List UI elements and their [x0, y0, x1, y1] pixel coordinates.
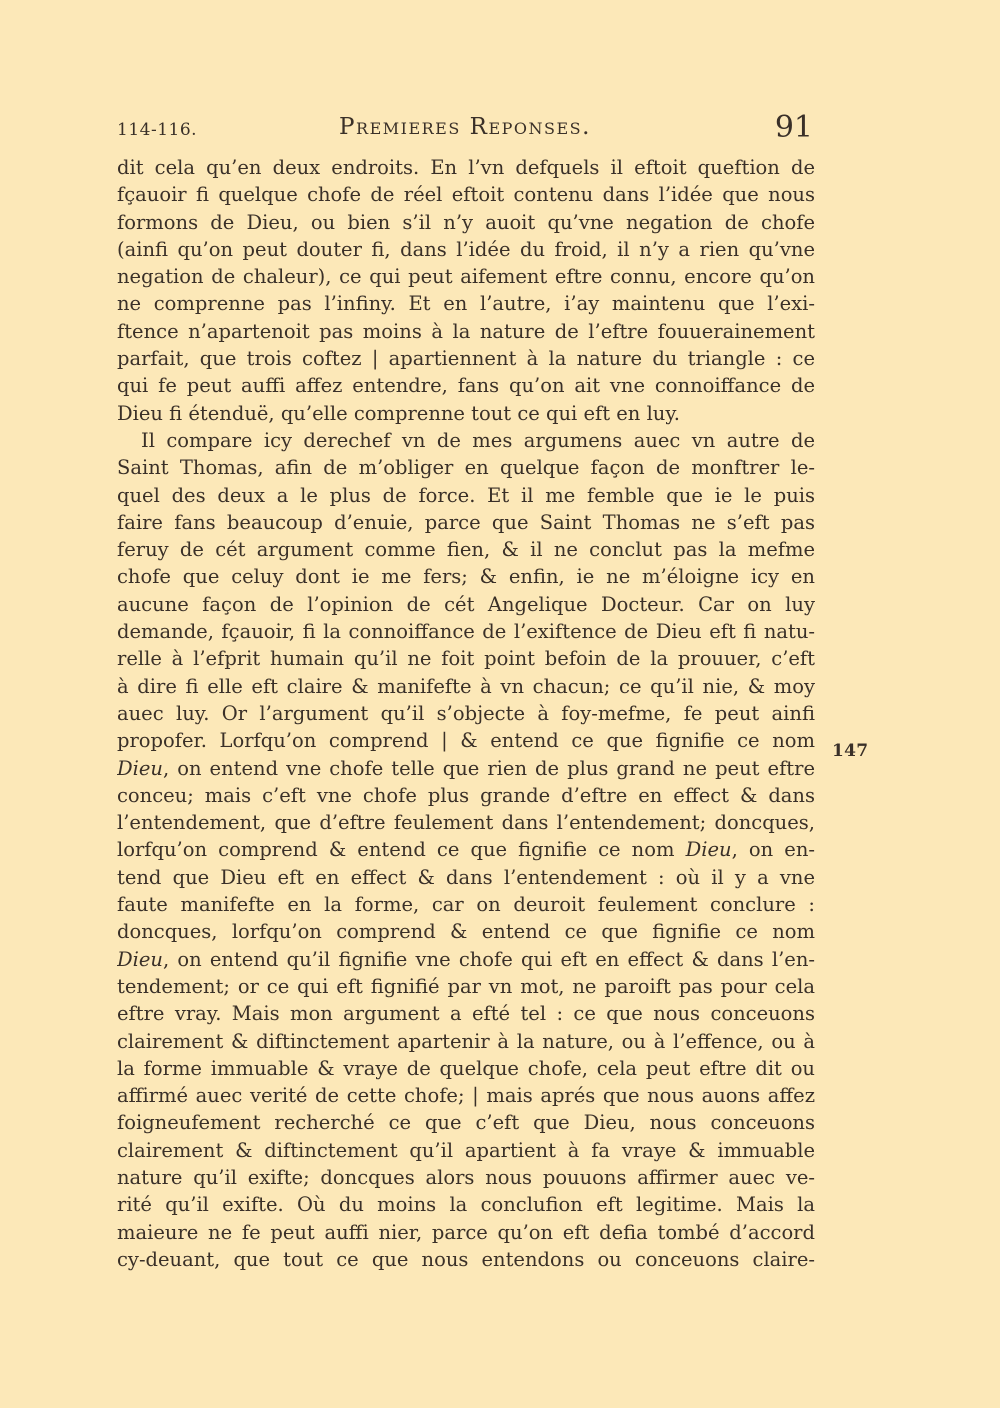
text-line: formons de Dieu, ou bien s’il n’y auoit qu’vne negation de chofe [117, 210, 815, 234]
text-line: Dieu, on entend vne chofe telle que rien de plus grand ne peut eftre [117, 756, 815, 780]
italic-word: Dieu [117, 947, 163, 971]
text-line: demande, fçauoir, fi la connoiffance de l’exiftence de Dieu eft fi natu- [117, 620, 815, 644]
text-line: tendement; or ce qui eft fignifié par vn mot, ne paroift pas pour cela [117, 974, 815, 998]
text-line: ne comprenne pas l’infiny. Et en l’autre, i’ay maintenu que l’exi- [117, 292, 815, 316]
text-line: faire fans beaucoup d’enuie, parce que Saint Thomas ne s’eft pas [117, 510, 815, 534]
text-line: chofe que celuy dont ie me fers; & enfin, ie ne m’éloigne icy en [117, 565, 815, 589]
text-line: eftre vray. Mais mon argument a efté tel : ce que nous conceuons [117, 1002, 815, 1026]
text-line: clairement & diftinctement qu’il apartient à fa vraye & immuable [117, 1138, 815, 1162]
text-line: aucune façon de l’opinion de cét Angelique Docteur. Car on luy [117, 592, 815, 616]
text-line: fçauoir fi quelque chofe de réel eftoit contenu dans l’idée que nous [117, 183, 815, 207]
text-line: relle à l’efprit humain qu’il ne foit point befoin de la prouuer, c’eft [117, 647, 815, 671]
text-line: (ainfi qu’on peut douter fi, dans l’idée du froid, il n’y a rien qu’vne [117, 237, 815, 261]
text-line: quel des deux a le plus de force. Et il me femble que ie le puis [117, 483, 815, 507]
section-reference: 114-116. [117, 120, 198, 140]
text-line: clairement & diftinctement apartenir à la nature, ou à l’effence, ou à [117, 1029, 815, 1053]
italic-word: Dieu [117, 756, 163, 780]
text-line: ftence n’apartenoit pas moins à la nature de l’eftre fouuerainement [117, 319, 815, 343]
text-line: tend que Dieu eft en effect & dans l’entendement : où il y a vne [117, 865, 815, 889]
italic-word: Dieu [685, 838, 732, 862]
text-line: conceu; mais c’eft vne chofe plus grande d’eftre en effect & dans [117, 783, 815, 807]
text-line: l’entendement, que d’eftre feulement dans l’entendement; doncques, [117, 811, 815, 835]
text-line: propofer. Lorfqu’on comprend | & entend ce que fignifie ce nom [117, 729, 815, 753]
text-line: cy-deuant, que tout ce que nous entendons ou conceuons claire- [117, 1247, 815, 1271]
text-line: negation de chaleur), ce qui peut aifement eftre connu, encore qu’on [117, 265, 815, 289]
text-line: à dire fi elle eft claire & manifefte à vn chacun; ce qu’il nie, & moy [117, 674, 815, 698]
running-title: Premieres Reponses. [339, 114, 591, 140]
text-line: maieure ne fe peut auffi nier, parce qu’on eft defia tombé d’accord [117, 1220, 815, 1244]
text-line: feruy de cét argument comme fien, & il ne conclut pas la mefme [117, 538, 815, 562]
text-line: doncques, lorfqu’on comprend & entend ce que fignifie ce nom [117, 920, 815, 944]
text-line: Saint Thomas, afin de m’obliger en quelque façon de monftrer le- [117, 456, 815, 480]
text-line: lorfqu’on comprend & entend ce que fignifie ce nom Dieu, on en- [117, 838, 815, 862]
margin-page-reference: 147 [832, 741, 869, 761]
text-line: foigneufement recherché ce que c’eft que Dieu, nous conceuons [117, 1111, 815, 1135]
page-number: 91 [774, 110, 813, 145]
body-text [117, 154, 815, 1273]
text-line: Dieu, on entend qu’il fignifie vne chofe qui eft en effect & dans l’en- [117, 947, 815, 971]
text-line: la forme immuable & vraye de quelque chofe, cela peut eftre dit ou [117, 1056, 815, 1080]
text-line: faute manifefte en la forme, car on deuroit feulement conclure : [117, 893, 815, 917]
text-line: Il compare icy derechef vn de mes argumens auec vn autre de [141, 428, 815, 452]
text-line: auec luy. Or l’argument qu’il s’objecte à foy-mefme, fe peut ainfi [117, 701, 815, 725]
text-line: affirmé auec verité de cette chofe; | mais aprés que nous auons affez [117, 1084, 815, 1108]
text-line: Dieu fi étenduë, qu’elle comprenne tout ce qui eft en luy. [117, 401, 680, 425]
page-header [117, 110, 813, 150]
text-line: dit cela qu’en deux endroits. En l’vn defquels il eftoit queftion de [117, 156, 815, 179]
text-line: qui fe peut auffi affez entendre, fans qu’on ait vne connoiffance de [117, 374, 815, 398]
text-line: parfait, que trois coftez | apartiennent à la nature du triangle : ce [117, 347, 815, 371]
text-line: nature qu’il exifte; doncques alors nous pouuons affirmer auec ve- [117, 1165, 815, 1189]
text-line: rité qu’il exifte. Où du moins la conclufion eft legitime. Mais la [117, 1193, 815, 1217]
